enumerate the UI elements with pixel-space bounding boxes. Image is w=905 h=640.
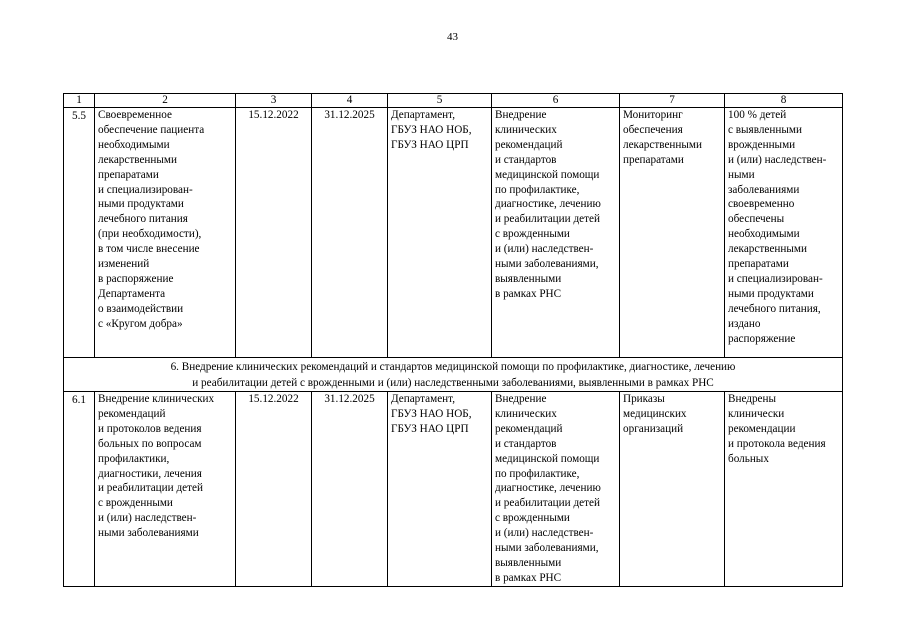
text-line: профилактики,: [98, 452, 170, 465]
text-line: и (или) наследствен-: [495, 527, 594, 540]
end-date: 31.12.2025: [312, 392, 388, 587]
text-line: клинически: [728, 407, 785, 420]
text-line: рекомендаций: [98, 407, 166, 420]
text-line: Внедрение: [495, 109, 547, 121]
text-line: необходимыми: [728, 228, 800, 241]
control-cell: [620, 108, 725, 358]
text-line: ными заболеваниями,: [495, 258, 599, 271]
text-line: ГБУЗ НАО ЦРП: [391, 422, 469, 435]
text-line: с врожденными: [495, 512, 570, 525]
text-line: в том числе внесение: [98, 243, 200, 256]
text-line: и (или) наследствен-: [98, 512, 197, 525]
section-heading: [64, 358, 843, 392]
text-line: ГБУЗ НАО ЦРП: [391, 138, 469, 151]
item-number: 5.5: [64, 108, 95, 358]
text-line: Внедрены: [728, 393, 777, 405]
text-line: и протокола ведения: [728, 437, 826, 450]
text-line: ными продуктами: [98, 198, 184, 211]
text-line: и (или) наследствен-: [728, 153, 827, 166]
text-line: необходимыми: [98, 138, 170, 151]
section-heading-row: [64, 358, 843, 392]
characteristic-cell: [492, 108, 620, 358]
text-line: ными продуктами: [728, 287, 814, 300]
responsible-cell: [388, 392, 492, 587]
text-line: организаций: [623, 422, 684, 435]
column-number: 4: [312, 94, 388, 108]
text-line: Внедрение клинических: [98, 393, 215, 405]
start-date: 15.12.2022: [236, 392, 312, 587]
text-line: о взаимодействии: [98, 302, 184, 315]
text-line: и реабилитации детей: [495, 213, 600, 226]
text-line: больных по вопросам: [98, 437, 202, 450]
text-line: распоряжение: [728, 332, 796, 345]
control-cell: [620, 392, 725, 587]
text-line: выявленными: [495, 272, 562, 285]
text-line: медицинских: [623, 407, 687, 420]
text-line: Департамент,: [391, 393, 455, 405]
text-line: с выявленными: [728, 123, 802, 136]
text-line: с «Кругом добра»: [98, 317, 183, 330]
text-line: и стандартов: [495, 437, 557, 450]
text-line: препаратами: [623, 153, 684, 166]
text-line: (при необходимости),: [98, 228, 202, 241]
column-number: 7: [620, 94, 725, 108]
end-date: 31.12.2025: [312, 108, 388, 358]
characteristic-cell: [492, 392, 620, 587]
text-line: клинических: [495, 407, 557, 420]
text-line: выявленными: [495, 556, 562, 569]
text-line: и специализирован-: [728, 272, 823, 285]
text-line: Своевременное: [98, 109, 172, 121]
text-line: в рамках РНС: [495, 287, 562, 300]
text-line: и специализирован-: [98, 183, 193, 196]
text-line: ными заболеваниями,: [495, 542, 599, 555]
text-line: с врожденными: [98, 497, 173, 510]
text-line: рекомендаций: [495, 422, 563, 435]
table-row: [64, 108, 843, 358]
text-line: врожденными: [728, 138, 796, 151]
text-line: и стандартов: [495, 153, 557, 166]
text-line: больных: [728, 452, 769, 465]
text-line: диагностике, лечению: [495, 198, 601, 211]
text-line: лечебного питания: [98, 213, 188, 226]
text-line: ГБУЗ НАО НОБ,: [391, 407, 472, 420]
text-line: Департамент,: [391, 109, 455, 121]
result-cell: [725, 108, 843, 358]
text-line: ГБУЗ НАО НОБ,: [391, 123, 472, 136]
column-number: 3: [236, 94, 312, 108]
text-line: медицинской помощи: [495, 452, 600, 465]
text-line: по профилактике,: [495, 183, 580, 196]
text-line: изменений: [98, 258, 150, 271]
text-line: и реабилитации детей с врожденными и (или) наследственными заболеваниями, выявленными в рамках РНС: [192, 376, 714, 389]
text-line: клинических: [495, 123, 557, 136]
text-line: в рамках РНС: [495, 571, 562, 584]
page-number: 43: [447, 31, 458, 43]
text-line: и протоколов ведения: [98, 422, 202, 435]
column-number: 1: [64, 94, 95, 108]
text-line: обеспечение пациента: [98, 123, 205, 136]
text-line: ными: [728, 168, 755, 181]
text-line: препаратами: [728, 258, 789, 271]
text-line: лечебного питания,: [728, 302, 821, 315]
text-line: 6. Внедрение клинических рекомендаций и стандартов медицинской помощи по профилактике, диагностике, лечению: [170, 361, 736, 373]
text-line: лекарственными: [98, 153, 177, 166]
text-line: своевременно: [728, 198, 795, 211]
table-row: [64, 392, 843, 587]
text-line: в распоряжение: [98, 272, 174, 285]
text-line: Мониторинг: [623, 109, 683, 121]
text-line: Внедрение: [495, 393, 547, 405]
text-line: заболеваниями: [728, 183, 800, 196]
text-line: рекомендаций: [495, 138, 563, 151]
text-line: и (или) наследствен-: [495, 243, 594, 256]
measure-cell: [95, 392, 236, 587]
text-line: ными заболеваниями: [98, 527, 199, 540]
text-line: издано: [728, 317, 761, 330]
text-line: диагностике, лечению: [495, 482, 601, 495]
text-line: лекарственными: [728, 243, 807, 256]
column-number: 6: [492, 94, 620, 108]
column-number: 8: [725, 94, 843, 108]
measure-cell: [95, 108, 236, 358]
text-line: Департамента: [98, 287, 166, 300]
text-line: 100 % детей: [728, 109, 787, 121]
item-number: 6.1: [64, 392, 95, 587]
column-number-row: [64, 94, 843, 108]
text-line: с врожденными: [495, 228, 570, 241]
text-line: обеспечены: [728, 213, 785, 226]
text-line: рекомендации: [728, 422, 796, 435]
responsible-cell: [388, 108, 492, 358]
text-line: медицинской помощи: [495, 168, 600, 181]
text-line: диагностики, лечения: [98, 467, 202, 480]
text-line: и реабилитации детей: [98, 482, 203, 495]
start-date: 15.12.2022: [236, 108, 312, 358]
plan-table: [63, 93, 843, 587]
text-line: Приказы: [623, 393, 665, 405]
text-line: препаратами: [98, 168, 159, 181]
text-line: обеспечения: [623, 123, 683, 136]
text-line: и реабилитации детей: [495, 497, 600, 510]
text-line: по профилактике,: [495, 467, 580, 480]
text-line: лекарственными: [623, 138, 702, 151]
column-number: 2: [95, 94, 236, 108]
result-cell: [725, 392, 843, 587]
column-number: 5: [388, 94, 492, 108]
